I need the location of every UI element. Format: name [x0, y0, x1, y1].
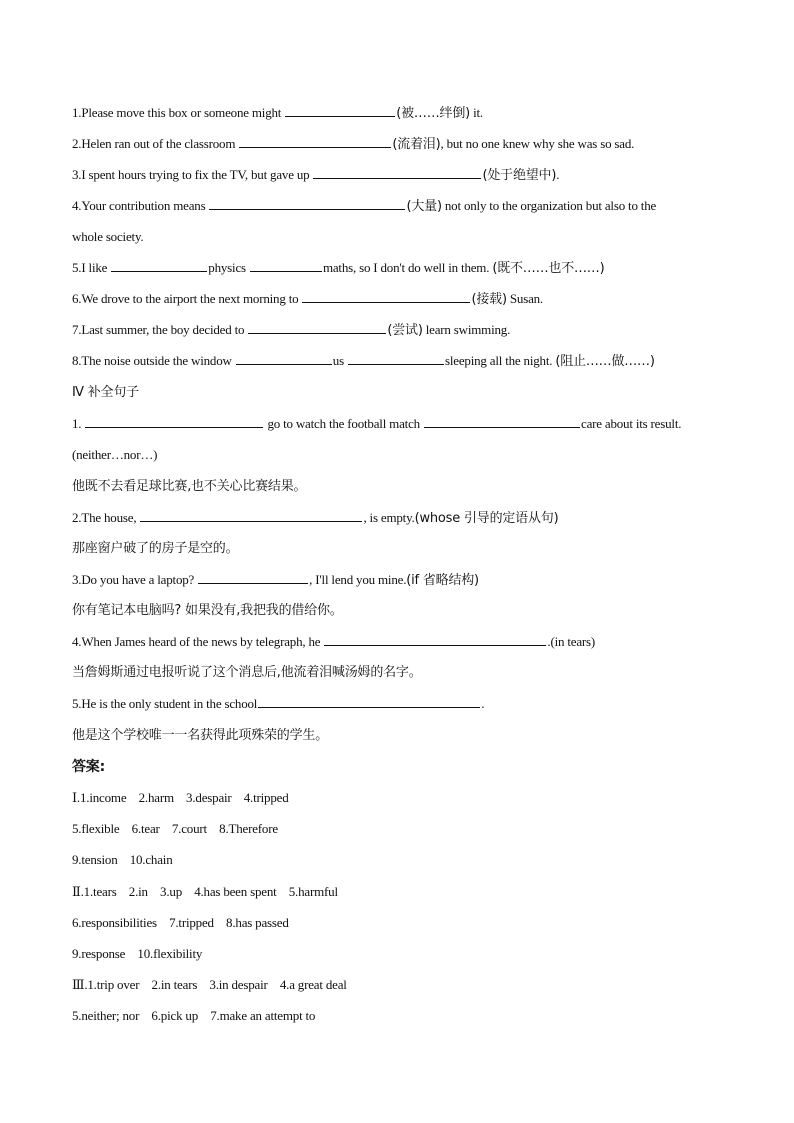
item-text-end: care about its result.	[581, 416, 682, 431]
item-text-end: learn swimming.	[422, 322, 511, 337]
exercise-4-item-4	[72, 633, 595, 651]
answer-blank[interactable]	[285, 104, 395, 117]
answer-blank[interactable]	[424, 415, 580, 428]
section-4-title: Ⅳ 补全句子	[72, 385, 139, 400]
answer-blank[interactable]	[236, 352, 332, 365]
item-text-end: .	[547, 634, 551, 649]
exercise-4-item-2	[72, 509, 558, 528]
answer-blank[interactable]	[248, 321, 386, 334]
item-hint: (处于绝望中)	[482, 168, 557, 183]
item-text: 7.Last summer, the boy decided to	[72, 322, 248, 337]
item-text-end: .	[481, 696, 485, 711]
item-text-mid: go to watch the football match	[264, 416, 423, 431]
item-hint: (流着泪)	[392, 137, 441, 152]
item-hint: (大量)	[406, 199, 442, 214]
item-text-mid: physics	[208, 260, 249, 275]
answer-blank[interactable]	[198, 571, 308, 584]
item-hint: (接载)	[471, 292, 507, 307]
item-text-end: not only to the organization but also to the	[441, 198, 657, 213]
item-text-end: it.	[470, 105, 483, 120]
item-text: 1.Please move this box or someone might	[72, 105, 285, 120]
item-text: 8.The noise outside the window	[72, 353, 235, 368]
item-text: 4.When James heard of the news by telegraph, he	[72, 634, 324, 649]
item-hint: (阻止……做……)	[555, 354, 655, 369]
item-text: 5.I like	[72, 260, 111, 275]
item-hint: (被……绊倒)	[396, 106, 471, 121]
answer-line: 5.flexible 6.tear 7.court 8.Therefore	[72, 821, 278, 836]
answer-blank[interactable]	[302, 290, 470, 303]
answer-blank[interactable]	[111, 259, 207, 272]
answer-line: Ⅱ.1.tears 2.in 3.up 4.has been spent 5.harmful	[72, 884, 338, 899]
item-text-end: sleeping all the night.	[445, 353, 556, 368]
item-text-end: , is empty.	[363, 510, 415, 525]
item-hint: (既不……也不……)	[492, 261, 605, 276]
item-text: 5.He is the only student in the school	[72, 696, 258, 711]
item-text: 4.Your contribution means	[72, 198, 209, 213]
item-text-end: , I'll lend you mine.	[309, 572, 407, 587]
exercise-3-item-5	[72, 259, 604, 278]
exercise-4-item-2-translation: 那座窗户破了的房子是空的。	[72, 541, 239, 556]
exercise-3-item-1	[72, 104, 483, 123]
item-text: 3.I spent hours trying to fix the TV, but gave up	[72, 167, 313, 182]
item-text: 3.Do you have a laptop?	[72, 572, 198, 587]
answer-line: Ⅰ.1.income 2.harm 3.despair 4.tripped	[72, 790, 289, 805]
answer-blank[interactable]	[258, 695, 480, 708]
answer-line: 9.tension 10.chain	[72, 852, 173, 867]
item-text-end: .	[556, 167, 560, 182]
answer-blank[interactable]	[85, 415, 263, 428]
item-text: 2.Helen ran out of the classroom	[72, 136, 239, 151]
item-text: 6.We drove to the airport the next morning to	[72, 291, 302, 306]
answer-line: 9.response 10.flexibility	[72, 946, 203, 961]
answer-line: Ⅲ.1.trip over 2.in tears 3.in despair 4.a great deal	[72, 977, 347, 992]
exercise-4-item-3-translation: 你有笔记本电脑吗? 如果没有,我把我的借给你。	[72, 603, 343, 618]
answer-blank[interactable]	[324, 633, 546, 646]
exercise-3-item-2	[72, 135, 634, 154]
exercise-4-item-1	[72, 415, 724, 433]
exercise-3-item-3	[72, 166, 559, 185]
exercise-4-item-1-hint: (neither…nor…)	[72, 447, 158, 462]
item-text-end: , but no one knew why she was so sad.	[440, 136, 635, 151]
item-hint: (if 省略结构)	[406, 573, 479, 588]
item-text-mid: us	[332, 353, 347, 368]
exercise-4-item-1-translation: 他既不去看足球比赛,也不关心比赛结果。	[72, 479, 307, 494]
exercise-4-item-5	[72, 695, 484, 713]
exercise-3-item-4	[72, 197, 724, 216]
answer-line: 6.responsibilities 7.tripped 8.has passed	[72, 915, 289, 930]
item-hint: (whose 引导的定语从句)	[414, 511, 559, 526]
answer-blank[interactable]	[313, 166, 481, 179]
exercise-4-item-3	[72, 571, 479, 590]
answer-blank[interactable]	[250, 259, 322, 272]
item-hint: (in tears)	[550, 634, 596, 649]
answers-heading: 答案:	[72, 759, 105, 775]
item-hint: (尝试)	[387, 323, 423, 338]
exercise-3-item-7	[72, 321, 510, 340]
exercise-3-item-4-cont: whole society.	[72, 229, 144, 244]
answer-blank[interactable]	[140, 509, 362, 522]
item-text: 2.The house,	[72, 510, 140, 525]
exercise-4-item-5-translation: 他是这个学校唯一一名获得此项殊荣的学生。	[72, 728, 329, 743]
answer-blank[interactable]	[348, 352, 444, 365]
exercise-4-item-4-translation: 当詹姆斯通过电报听说了这个消息后,他流着泪喊汤姆的名字。	[72, 665, 422, 680]
answer-blank[interactable]	[209, 197, 405, 210]
answer-blank[interactable]	[239, 135, 391, 148]
answer-line: 5.neither; nor 6.pick up 7.make an attempt to	[72, 1008, 316, 1023]
item-text-end: Susan.	[506, 291, 543, 306]
item-text-end: maths, so I don't do well in them.	[322, 260, 493, 275]
exercise-3-item-6	[72, 290, 543, 309]
exercise-3-item-8	[72, 352, 655, 371]
item-text: 1.	[72, 416, 85, 431]
